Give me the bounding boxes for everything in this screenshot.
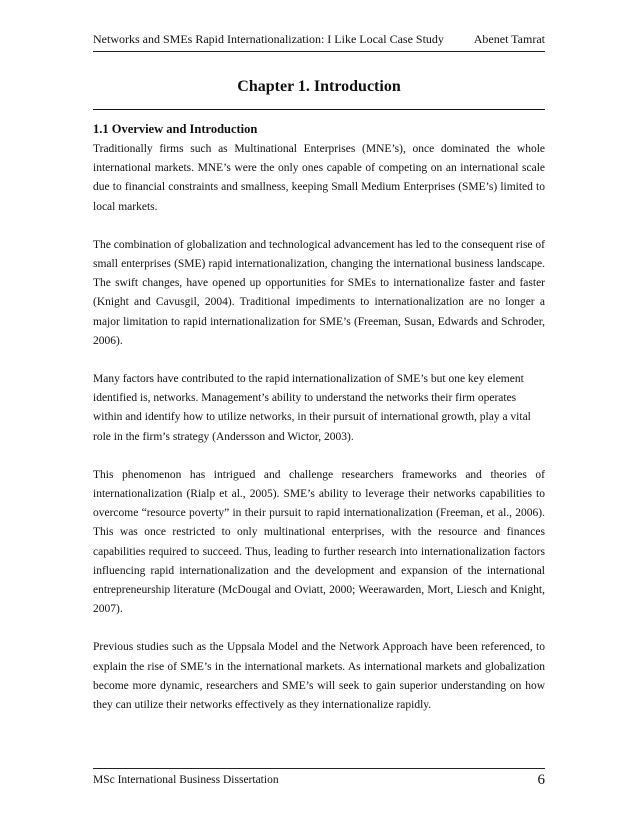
paragraph-3: Many factors have contributed to the rapid internationalization of SME’s but one key element identified is, networks. Management’s ability to understand the networks their firm operates within and identify how to utilize networks, in their pursuit of international growth, play a vital role in the firm’s strategy (Andersson and Wictor, 2003).: [93, 373, 531, 443]
chapter-title: Chapter 1. Introduction: [237, 78, 401, 95]
footer-label: MSc International Business Dissertation: [93, 774, 279, 786]
body-text: [93, 140, 545, 734]
header-author: Abenet Tamrat: [473, 32, 545, 46]
section-heading: 1.1 Overview and Introduction: [93, 122, 258, 136]
footer-divider: [93, 768, 545, 769]
header-title: Networks and SMEs Rapid Internationalization: I Like Local Case Study: [93, 32, 444, 46]
header-divider: [93, 51, 545, 52]
paragraph-5: Previous studies such as the Uppsala Model and the Network Approach have been referenced, to explain the rise of SME’s in the international markets. As international markets and globalization become more dynamic, researchers and SME’s will seek to gain superior understanding on how they can utilize their networks effectively as they internationalize rapidly.: [93, 641, 545, 712]
paragraph-4: This phenomenon has intrigued and challenge researchers frameworks and theories of internationalization (Rialp et al., 2005). SME’s ability to leverage their networks capabilities to overcome “resource poverty” in their pursuit to rapid internationalization (Freeman, et al., 2006). This was once restricted to only multinational enterprises, with the resource and finances capabilities required to succeed. Thus, leading to further research into internationalization factors influencing rapid internationalization and the development and expansion of the international entrepreneurship literature (McDougal and Oviatt, 2000; Weerawarden, Mort, Liesch and Knight, 2007).: [93, 468, 545, 616]
page-number: 6: [537, 772, 545, 788]
title-divider: [93, 109, 545, 110]
paragraph-2: The combination of globalization and technological advancement has led to the consequent rise of small enterprises (SME) rapid internationalization, changing the international business landscape. The swift changes, have opened up opportunities for SMEs to internationalize faster and faster (Knight and Cavusgil, 2004). Traditional impediments to internationalization are no longer a major limitation to rapid internationalization for SME’s (Freeman, Susan, Edwards and Schroder, 2006).: [93, 238, 545, 347]
paragraph-1: Traditionally firms such as Multinational Enterprises (MNE’s), once dominated the whole international markets. MNE’s were the only ones capable of competing on an international scale due to financial constraints and smallness, keeping Small Medium Enterprises (SME’s) limited to local markets.: [93, 143, 545, 213]
